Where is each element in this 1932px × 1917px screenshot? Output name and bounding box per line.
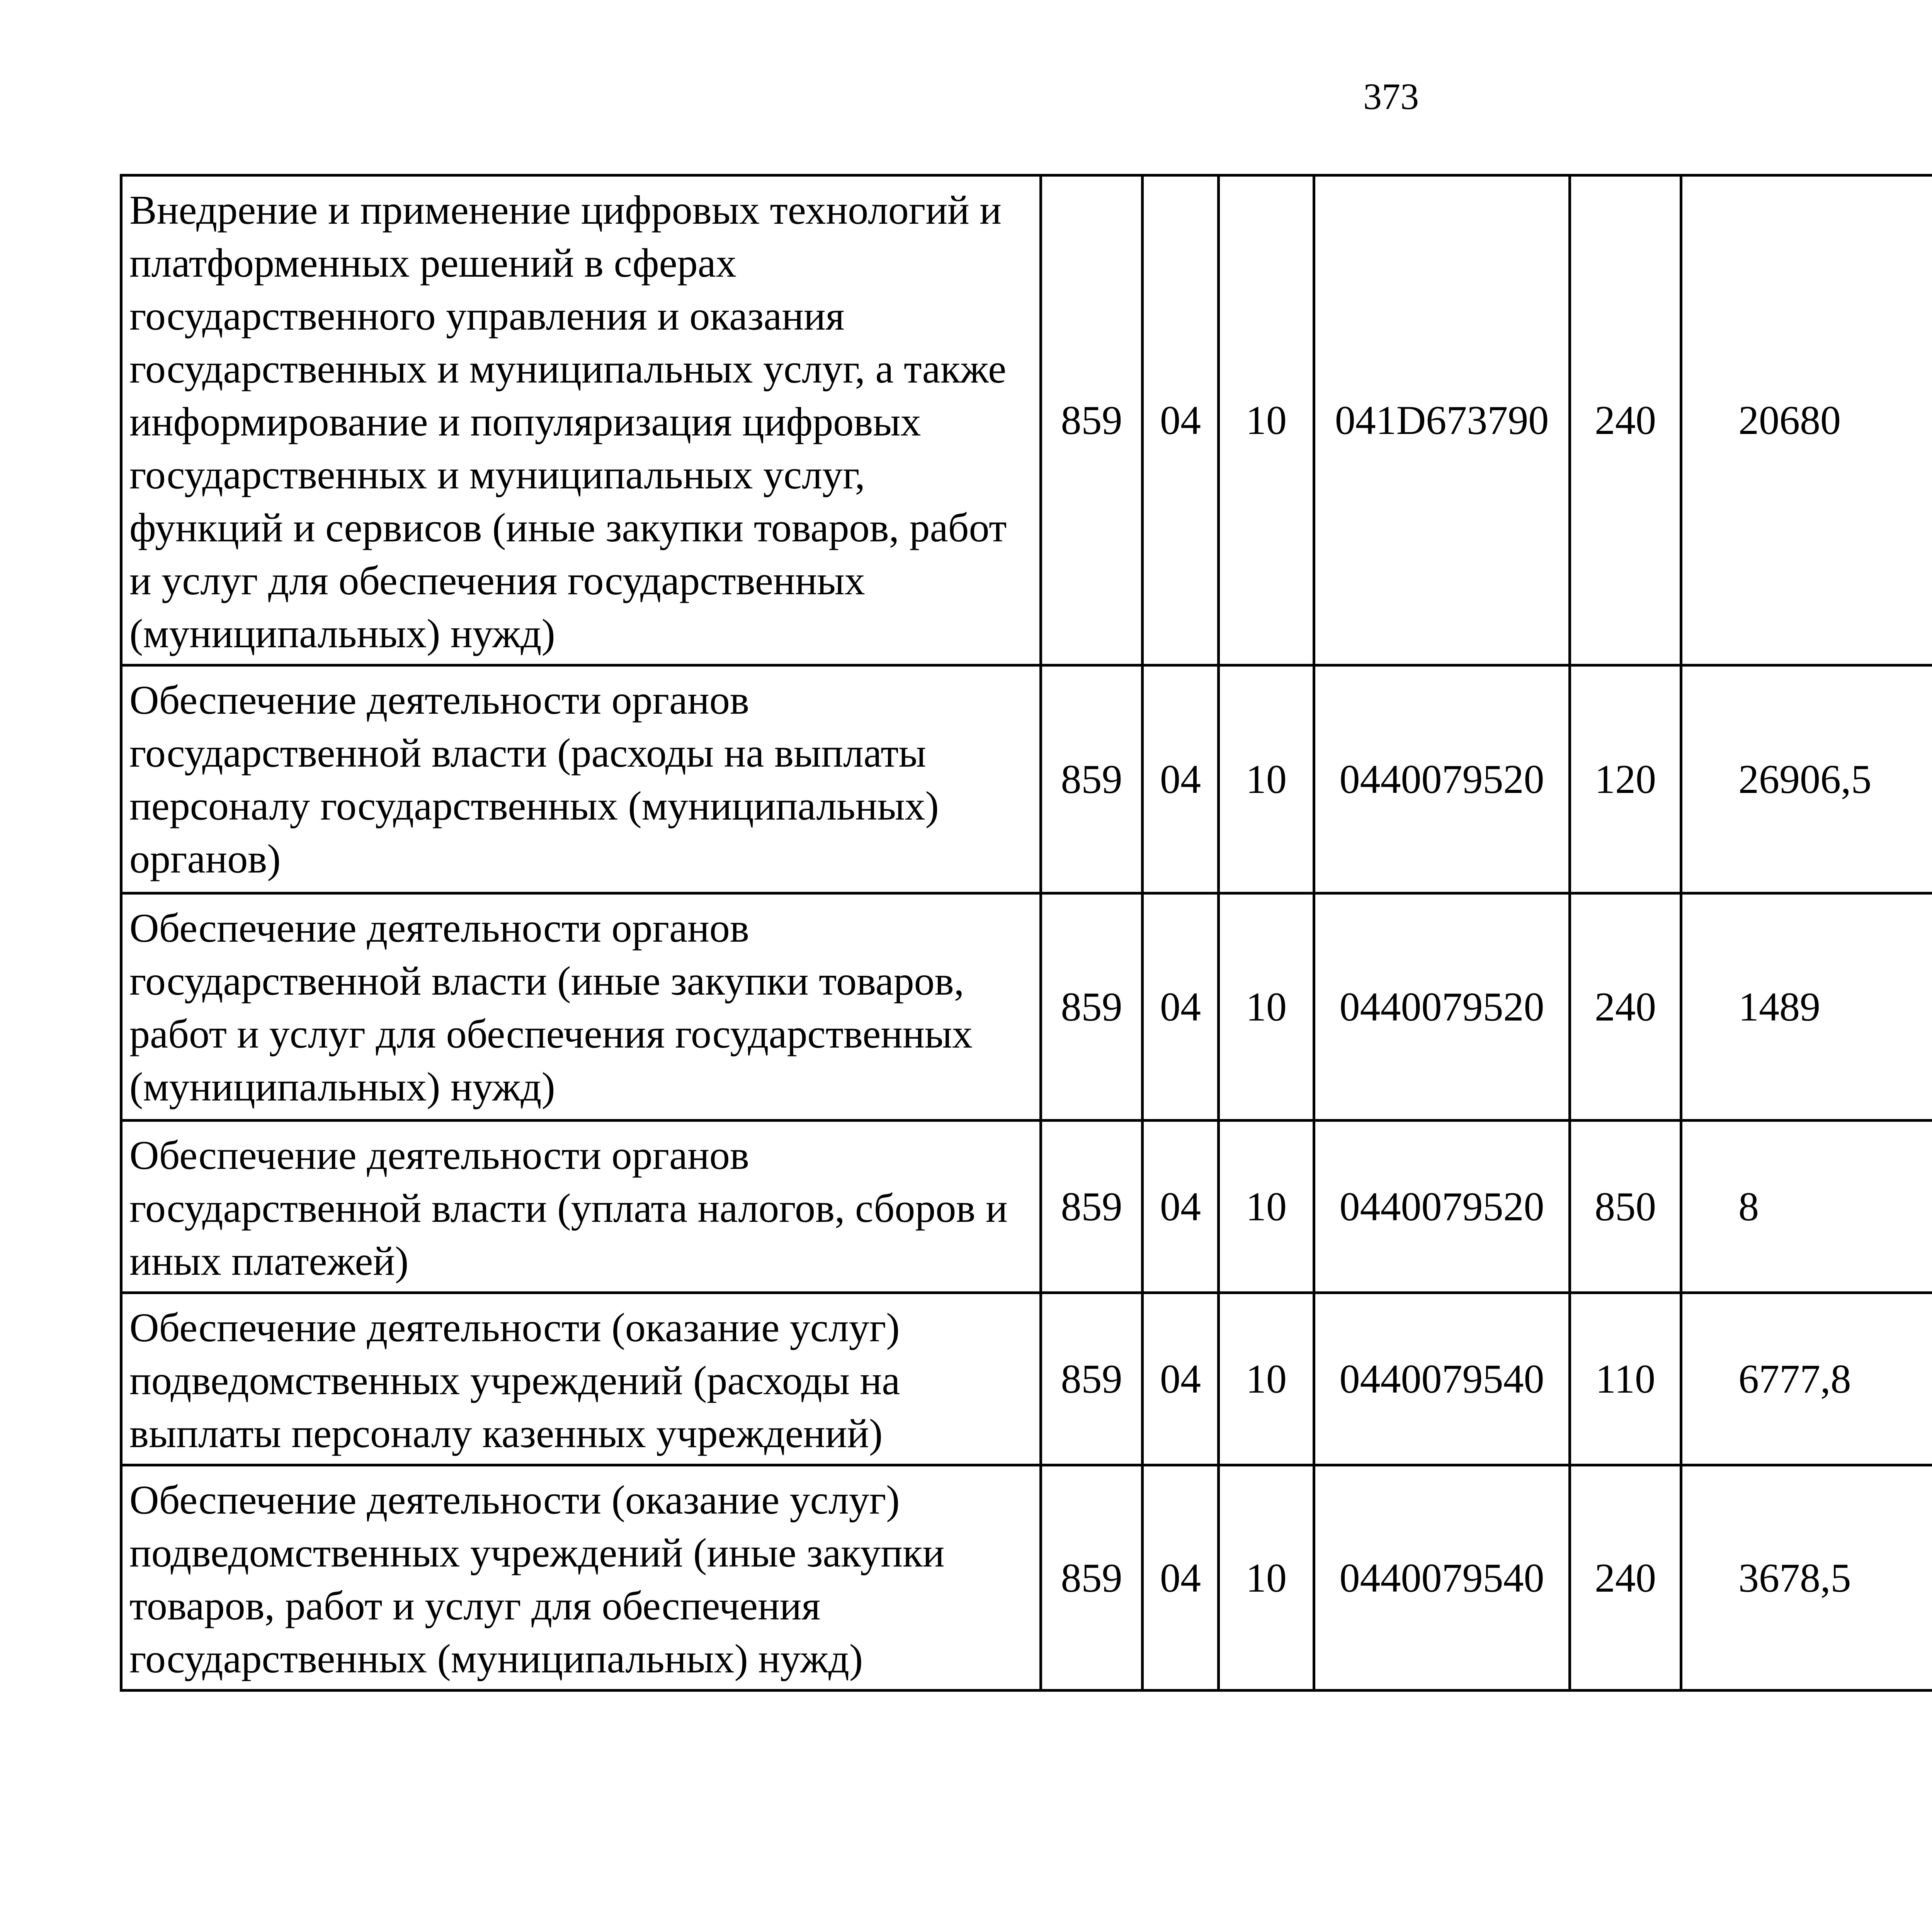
expense-type-code: 240 [1570,893,1681,1121]
section-code: 04 [1143,1121,1219,1293]
ministry-code: 859 [1041,1121,1143,1293]
subsection-code: 10 [1219,1121,1314,1293]
ministry-code: 859 [1041,893,1143,1121]
description-line: персоналу государственных (муниципальных) [129,783,939,828]
target-article-code: 0440079540 [1314,1465,1570,1691]
section-code: 04 [1143,175,1219,665]
subsection-code: 10 [1219,1293,1314,1465]
description-line: подведомственных учреждений (иные закупки [129,1530,945,1575]
description-line: (муниципальных) нужд) [129,1064,555,1109]
description-line: (муниципальных) нужд) [129,611,555,656]
description-line: государственной власти (иные закупки товаров, [129,958,964,1004]
table-row [121,175,1932,665]
row-description [121,1121,1041,1293]
description-line: Обеспечение деятельности (оказание услуг) [129,1477,900,1522]
subsection-code: 10 [1219,665,1314,893]
description-line: органов) [129,836,281,881]
description-line: иных платежей) [129,1238,409,1284]
description-line: Внедрение и применение цифровых технологий и [129,187,1002,233]
row-description [121,665,1041,893]
amount-1: 3678,5 [1681,1465,1932,1691]
row-description [121,1465,1041,1691]
table-row [121,1293,1932,1465]
description-line: работ и услуг для обеспечения государственных [129,1011,973,1056]
table-row [121,893,1932,1121]
ministry-code: 859 [1041,665,1143,893]
description-line: платформенных решений в сферах [129,240,736,286]
row-description [121,175,1041,665]
table-row [121,1121,1932,1293]
subsection-code: 10 [1219,1465,1314,1691]
table-row [121,665,1932,893]
ministry-code: 859 [1041,1293,1143,1465]
ministry-code: 859 [1041,175,1143,665]
ministry-code: 859 [1041,1465,1143,1691]
expense-type-code: 110 [1570,1293,1681,1465]
target-article-code: 0440079540 [1314,1293,1570,1465]
target-article-code: 0440079520 [1314,893,1570,1121]
section-code: 04 [1143,1293,1219,1465]
description-line: Обеспечение деятельности органов [129,677,749,723]
description-line: государственной власти (расходы на выплаты [129,730,926,776]
budget-table [120,174,1932,1692]
amount-1: 1489 [1681,893,1932,1121]
subsection-code: 10 [1219,893,1314,1121]
expense-type-code: 240 [1570,175,1681,665]
description-line: Обеспечение деятельности органов [129,905,749,951]
description-line: информирование и популяризация цифровых [129,399,921,444]
description-line: Обеспечение деятельности (оказание услуг) [129,1305,900,1350]
target-article-code: 0440079520 [1314,665,1570,893]
description-line: подведомственных учреждений (расходы на [129,1358,900,1403]
description-line: государственных и муниципальных услуг, [129,452,866,497]
amount-1: 8 [1681,1121,1932,1293]
section-code: 04 [1143,893,1219,1121]
expense-type-code: 120 [1570,665,1681,893]
page-number: 373 [1363,76,1419,117]
description-line: товаров, работ и услуг для обеспечения [129,1583,821,1628]
target-article-code: 0440079520 [1314,1121,1570,1293]
amount-1: 20680 [1681,175,1932,665]
amount-1: 6777,8 [1681,1293,1932,1465]
description-line: и услуг для обеспечения государственных [129,558,865,603]
target-article-code: 041D673790 [1314,175,1570,665]
table-row [121,1465,1932,1691]
description-line: выплаты персоналу казенных учреждений) [129,1411,883,1456]
description-line: государственных и муниципальных услуг, а также [129,346,1007,391]
amount-1: 26906,5 [1681,665,1932,893]
description-line: Обеспечение деятельности органов [129,1133,749,1178]
description-line: государственных (муниципальных) нужд) [129,1636,863,1681]
subsection-code: 10 [1219,175,1314,665]
expense-type-code: 850 [1570,1121,1681,1293]
section-code: 04 [1143,1465,1219,1691]
row-description [121,1293,1041,1465]
description-line: функций и сервисов (иные закупки товаров, работ [129,505,1007,550]
section-code: 04 [1143,665,1219,893]
expense-type-code: 240 [1570,1465,1681,1691]
description-line: государственной власти (уплата налогов, сборов и [129,1186,1008,1231]
row-description [121,893,1041,1121]
description-line: государственного управления и оказания [129,293,845,338]
